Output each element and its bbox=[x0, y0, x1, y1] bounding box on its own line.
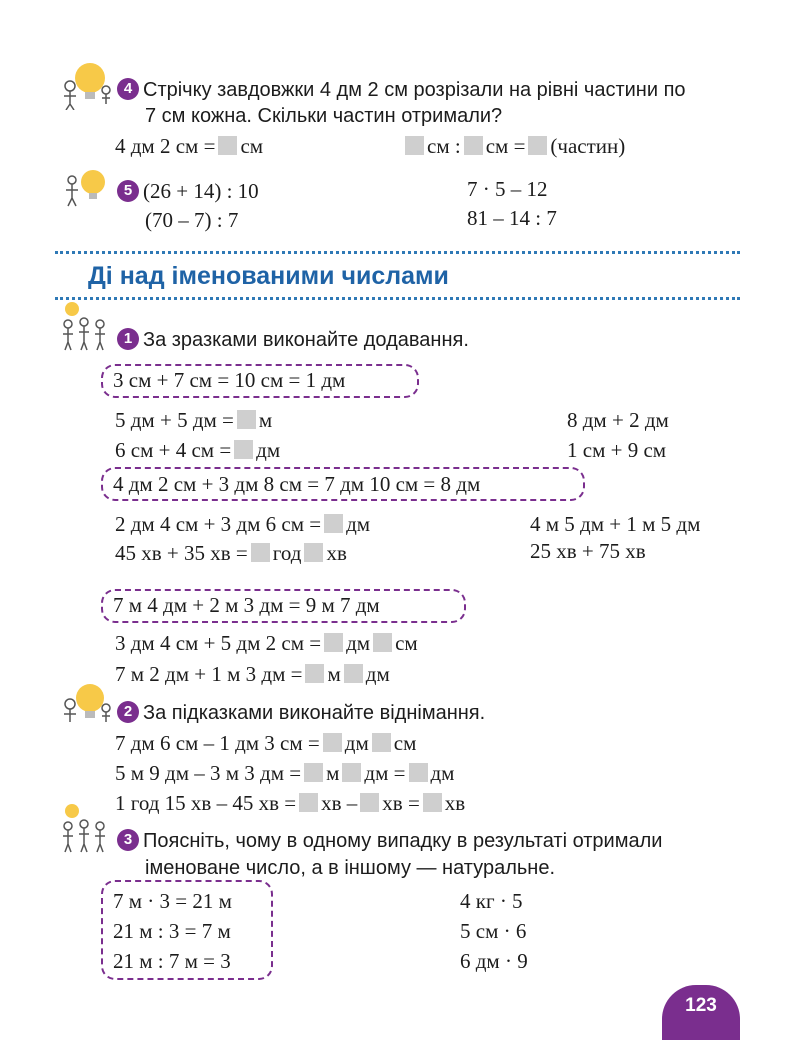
group-discussion-icon bbox=[58, 802, 112, 856]
answer-box[interactable] bbox=[237, 410, 256, 429]
divider-top bbox=[55, 251, 740, 254]
task4-line2: 7 см кожна. Скільки частин отримали? bbox=[145, 105, 503, 127]
task-number-badge: 3 bbox=[117, 829, 139, 851]
answer-box[interactable] bbox=[464, 136, 483, 155]
answer-box[interactable] bbox=[528, 136, 547, 155]
task-number-badge: 4 bbox=[117, 78, 139, 100]
s1-line6: 7 м 2 дм + 1 м 3 дм = м дм bbox=[115, 662, 390, 686]
task-number-badge: 1 bbox=[117, 328, 139, 350]
s1-line2: 6 см + 4 см = дм bbox=[115, 438, 281, 462]
answer-box[interactable] bbox=[372, 733, 391, 752]
lightbulb-person-icon bbox=[58, 168, 114, 210]
s1-instruction: 1 За зразками виконайте додавання. bbox=[117, 328, 469, 352]
s3-b2: 21 м : 3 = 7 м bbox=[113, 919, 231, 943]
s3-b3: 21 м : 7 м = 3 bbox=[113, 949, 231, 973]
task5-expr3: 7 · 5 – 12 bbox=[467, 177, 548, 201]
s1-line1: 5 дм + 5 дм = м bbox=[115, 408, 273, 432]
answer-box[interactable] bbox=[304, 763, 323, 782]
s1-right2: 1 см + 9 см bbox=[567, 438, 667, 462]
task4-eq2: см : см = (частин) bbox=[402, 133, 625, 159]
answer-box[interactable] bbox=[304, 543, 323, 562]
s2-line1: 7 дм 6 см – 1 дм 3 см = дм см bbox=[115, 731, 417, 755]
group-discussion-icon bbox=[58, 300, 112, 354]
s3-line2: іменоване число, а в іншому — натуральне. bbox=[145, 857, 556, 879]
s3-b1: 7 м · 3 = 21 м bbox=[113, 889, 232, 913]
s3-r2: 5 см · 6 bbox=[460, 919, 527, 943]
task5-expr1: 5 (26 + 14) : 10 bbox=[117, 178, 259, 204]
page-number: 123 bbox=[662, 985, 740, 1040]
task4-line1: 4 Стрічку завдовжки 4 дм 2 см розрізали на рівні частини по bbox=[117, 78, 686, 102]
answer-box[interactable] bbox=[324, 633, 343, 652]
s1-sample2: 4 дм 2 см + 3 дм 8 см = 7 дм 10 см = 8 дм bbox=[113, 472, 481, 496]
s3-line1: 3 Поясніть, чому в одному випадку в результаті отримали bbox=[117, 829, 662, 853]
answer-box[interactable] bbox=[299, 793, 318, 812]
s1-right3: 4 м 5 дм + 1 м 5 дм bbox=[530, 512, 701, 536]
task4-eq1: 4 дм 2 см = см bbox=[115, 134, 264, 158]
s1-line5: 3 дм 4 см + 5 дм 2 см = дм см bbox=[115, 631, 418, 655]
divider-bottom bbox=[55, 297, 740, 300]
task-number-badge: 2 bbox=[117, 701, 139, 723]
answer-box[interactable] bbox=[409, 763, 428, 782]
lightbulb-thinking-icon bbox=[58, 60, 114, 110]
s2-instruction: 2 За підказками виконайте віднімання. bbox=[117, 701, 485, 725]
task5-expr2: (70 – 7) : 7 bbox=[145, 208, 239, 232]
answer-box[interactable] bbox=[251, 543, 270, 562]
s3-r1: 4 кг · 5 bbox=[460, 889, 523, 913]
answer-box[interactable] bbox=[360, 793, 379, 812]
section-title: Ді над іменованими числами bbox=[88, 262, 449, 290]
answer-box[interactable] bbox=[423, 793, 442, 812]
task-number-badge: 5 bbox=[117, 180, 139, 202]
answer-box[interactable] bbox=[323, 733, 342, 752]
s3-r3: 6 дм · 9 bbox=[460, 949, 528, 973]
s1-right1: 8 дм + 2 дм bbox=[567, 408, 669, 432]
s2-line2: 5 м 9 дм – 3 м 3 дм = м дм = дм bbox=[115, 761, 455, 785]
answer-box[interactable] bbox=[344, 664, 363, 683]
s1-sample1: 3 см + 7 см = 10 см = 1 дм bbox=[113, 368, 346, 392]
answer-box[interactable] bbox=[373, 633, 392, 652]
s2-line3: 1 год 15 хв – 45 хв = хв – хв = хв bbox=[115, 791, 466, 815]
answer-box[interactable] bbox=[305, 664, 324, 683]
s1-line4: 45 хв + 35 хв = год хв bbox=[115, 541, 347, 565]
answer-box[interactable] bbox=[234, 440, 253, 459]
answer-box[interactable] bbox=[342, 763, 361, 782]
lightbulb-thinking-icon bbox=[58, 682, 114, 728]
task5-expr4: 81 – 14 : 7 bbox=[467, 206, 557, 230]
answer-box[interactable] bbox=[218, 136, 237, 155]
s1-sample3: 7 м 4 дм + 2 м 3 дм = 9 м 7 дм bbox=[113, 593, 380, 617]
s1-right4: 25 хв + 75 хв bbox=[530, 539, 646, 563]
s1-line3: 2 дм 4 см + 3 дм 6 см = дм bbox=[115, 512, 371, 536]
answer-box[interactable] bbox=[324, 514, 343, 533]
answer-box[interactable] bbox=[405, 136, 424, 155]
